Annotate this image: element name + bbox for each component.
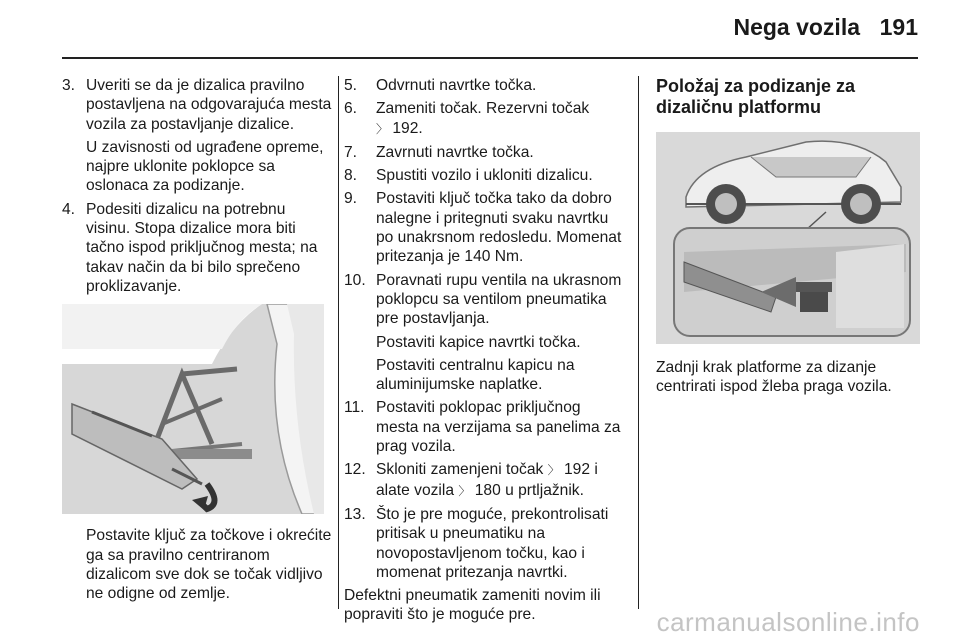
page-reference: 192. (392, 119, 423, 137)
figure-caption: Zadnji krak platforme za dizanje centrirati ispod žleba praga vozila. (656, 359, 892, 396)
section-title: Položaj za podizanje za dizaličnu platformu (656, 76, 856, 117)
list-item-13: 13. Što je pre moguće, prekontrolisati pritisak u pneumatiku na novopostavljenom točku, kao i momenat pritezanja navrtki. (344, 505, 609, 581)
list-item-6: 6. Zameniti točak. Rezervni točak 〉 192. (344, 100, 590, 137)
closing-note: Defektni pneumatik zameniti novim ili popraviti što je moguće pre. (344, 587, 601, 624)
list-item-9: 9. Postaviti ključ točka tako da dobro nalegne i pritegnuti svaku navrtku po unakrsnom redosledu. Momenat pritezanja je 140 Nm. (344, 190, 622, 266)
jack-illustration (62, 304, 324, 514)
reference-arrow-icon: 〉 (376, 121, 389, 136)
list-item-text: Uveriti se da je dizalica pravilno postavljena na odgovarajuća mesta vozila za postavljanje dizalice. (86, 77, 332, 133)
list-item-3: 3. Uveriti se da je dizalica pravilno postavljena na odgovarajuća mesta vozila za postavljanje dizalice. U zavisnosti od ugrađene opreme, najpre uklonite poklopce sa oslonaca za podizanje. (62, 77, 332, 195)
list-item-12: 12. Skloniti zamenjeni točak 〉 192 i alate vozila 〉 180 u prtljažnik. (344, 461, 598, 499)
list-item-5: 5. Odvrnuti navrtke točka. (344, 77, 537, 94)
list-item-text: Podesiti dizalicu na potrebnu visinu. Stopa dizalice mora biti tačno ispod priključnog mesta; na takav način da bi bilo sprečeno proklizavanje. (86, 200, 318, 295)
column-divider (338, 76, 339, 609)
figure-caption: Postavite ključ za točkove i okrećite ga sa pravilno centriranom dizalicom sve dok se točak vidljivo ne odigne od zemlje. (86, 527, 332, 603)
left-column (62, 76, 332, 603)
reference-arrow-icon: 〉 (547, 463, 560, 478)
list-item-4: 4. Podesiti dizalicu na potrebnu visinu. Stopa dizalice mora biti tačno ispod priključnog mesta; na takav način da bi bilo sprečeno proklizavanje. (62, 200, 332, 296)
header-rule (62, 57, 918, 59)
list-item-8: 8. Spustiti vozilo i ukloniti dizalicu. (344, 167, 593, 185)
page-reference: 180 u prtljažnik. (474, 481, 584, 499)
page-header-title: Nega vozila (733, 14, 860, 40)
watermark: carmanualsonline.info (656, 607, 920, 637)
right-column (656, 76, 922, 397)
list-item-10: 10. Poravnati rupu ventila na ukrasnom poklopcu sa ventilom pneumatika pre postavljanja. Postaviti kapice navrtki točka. Postaviti centralnu kapicu na aluminijumske naplatke. (344, 271, 622, 394)
column-divider (638, 76, 639, 609)
reference-arrow-icon: 〉 (458, 483, 471, 498)
list-item-11: 11. Postaviti poklopac priključnog mesta na verzijama sa panelima za prag vozila. (344, 399, 621, 456)
list-item-7: 7. Zavrnuti navrtke točka. (344, 143, 534, 161)
page-reference: 192 i alate vozila (376, 461, 598, 499)
middle-column (344, 76, 626, 625)
lift-point-illustration (656, 132, 920, 344)
list-item-note: U zavisnosti od ugrađene opreme, najpre uklonite poklopce sa oslonaca za podizanje. (86, 138, 324, 195)
page-number: 191 (879, 14, 918, 40)
